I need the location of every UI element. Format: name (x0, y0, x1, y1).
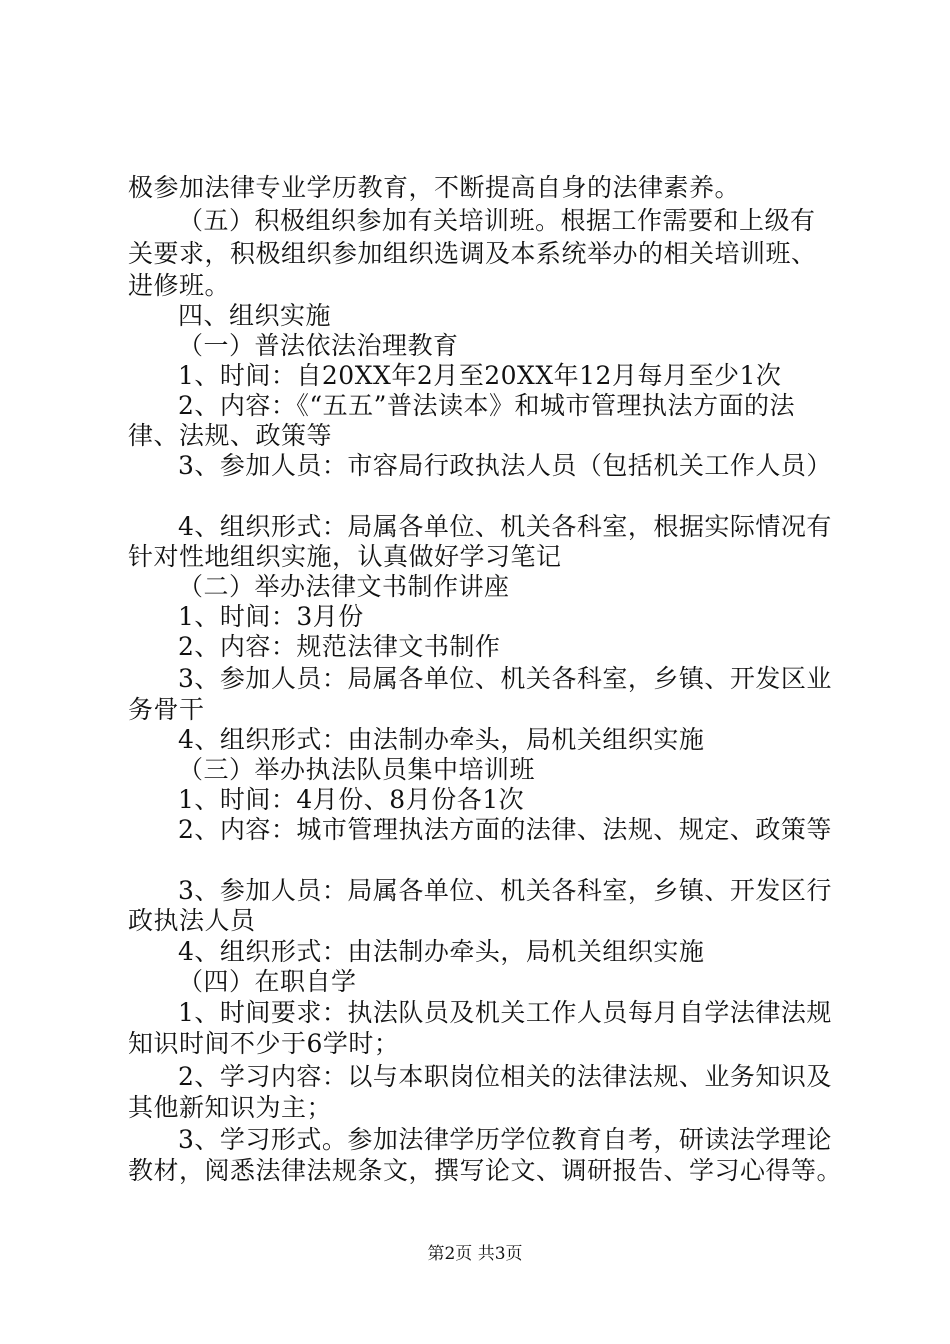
body-line: 务骨干 (128, 695, 205, 724)
body-line: 1、时间：4月份、8月份各1次 (178, 785, 525, 814)
body-line: 2、内容：规范法律文书制作 (178, 632, 501, 661)
body-line: 关要求，积极组织参加组织选调及本系统举办的相关培训班、 (128, 239, 817, 268)
body-line: 1、时间：3月份 (178, 602, 364, 631)
body-line: 其他新知识为主； (128, 1093, 333, 1122)
subsection-heading: （四）在职自学 (178, 967, 357, 996)
body-line: 4、组织形式：由法制办牵头，局机关组织实施 (178, 725, 705, 754)
body-line: 1、时间：自20XX年2月至20XX年12月每月至少1次 (178, 361, 782, 390)
page-indicator: 第2页 共3页 (427, 1244, 523, 1264)
section-heading: 四、组织实施 (178, 301, 332, 330)
body-line: 2、内容：城市管理执法方面的法律、法规、规定、政策等 (178, 815, 832, 844)
body-line: 1、时间要求：执法队员及机关工作人员每月自学法律法规 (178, 998, 832, 1027)
body-line: 进修班。 (128, 271, 231, 300)
body-line: 教材，阅悉法律法规条文，撰写论文、调研报告、学习心得等。 (128, 1156, 843, 1185)
body-line: 知识时间不少于6学时； (128, 1029, 400, 1058)
body-line: 3、学习形式。参加法律学历学位教育自考，研读法学理论 (178, 1125, 832, 1154)
body-line: 2、学习内容：以与本职岗位相关的法律法规、业务知识及 (178, 1062, 832, 1091)
body-line: 政执法人员 (128, 906, 256, 935)
subsection-heading: （三）举办执法队员集中培训班 (178, 755, 536, 784)
body-line: 律、法规、政策等 (128, 421, 333, 450)
body-line: 3、参加人员：局属各单位、机关各科室，乡镇、开发区业 (178, 664, 832, 693)
subsection-heading: （一）普法依法治理教育 (178, 331, 459, 360)
body-line: 4、组织形式：局属各单位、机关各科室，根据实际情况有 (178, 512, 832, 541)
body-line: 极参加法律专业学历教育，不断提高自身的法律素养。 (128, 173, 741, 202)
body-line: 4、组织形式：由法制办牵头，局机关组织实施 (178, 937, 705, 966)
body-line: （五）积极组织参加有关培训班。根据工作需要和上级有 (178, 206, 816, 235)
body-line: 3、参加人员：市容局行政执法人员（包括机关工作人员） (178, 451, 832, 480)
body-line: 3、参加人员：局属各单位、机关各科室，乡镇、开发区行 (178, 876, 832, 905)
body-line: 针对性地组织实施，认真做好学习笔记 (128, 542, 562, 571)
subsection-heading: （二）举办法律文书制作讲座 (178, 572, 510, 601)
body-line: 2、内容：《“五五”普法读本》和城市管理执法方面的法 (178, 391, 795, 420)
